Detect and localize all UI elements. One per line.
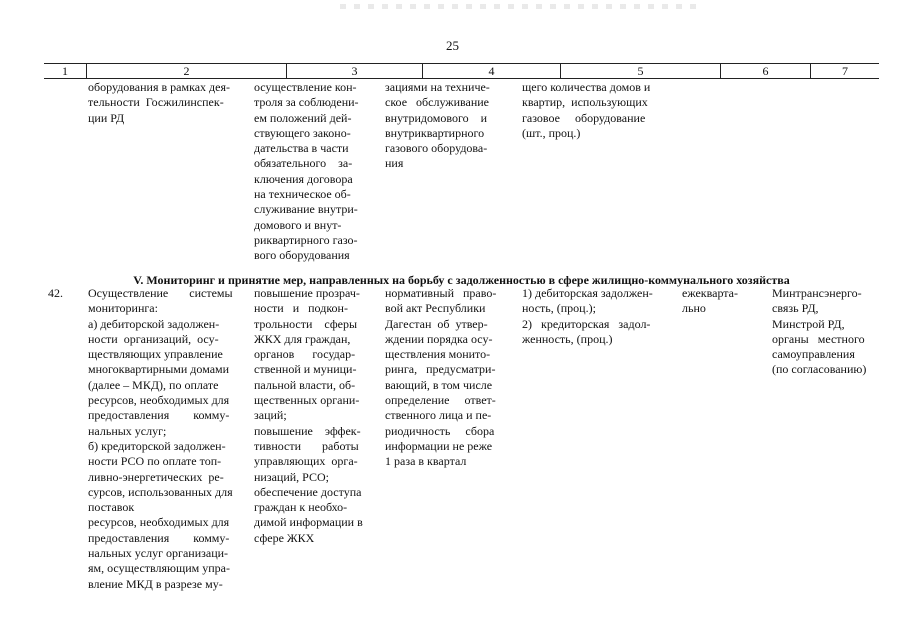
- scan-artifact: [340, 4, 700, 9]
- continued-row-col5: щего количества домов и квартир, использующих газовое оборудование (шт., проц.): [522, 80, 651, 140]
- row-42-col3: повышение прозрач- ности и подкон- трольности сферы ЖКХ для граждан, органов государ- ственной и муници- пальной власти, об- щественных органи- заций; повышение эффек- тивности работы управляющих орга- низаций, РСО; обеспечение доступа граждан к необхо- димой информации в сфере ЖКХ: [254, 286, 363, 545]
- row-42-col7: Минтрансэнерго- связь РД, Минстрой РД, органы местного самоуправления (по согласованию): [772, 286, 867, 377]
- header-col-1: 1: [62, 64, 68, 78]
- header-col-2: 2: [86, 64, 286, 78]
- section-title: V. Мониторинг и принятие мер, направленных на борьбу с задолженностью в сфере жилищно-коммунального хозяйства: [133, 273, 790, 287]
- row-42-col5: 1) дебиторская задолжен- ность, (проц.); 2) кредиторская задол- женность, (проц.): [522, 286, 653, 346]
- continued-row-col2: оборудования в рамках дея- тельности Госжилинспек- ции РД: [88, 80, 231, 125]
- header-col-5: 5: [560, 64, 720, 78]
- table-header-row: [44, 63, 879, 79]
- row-number: 42.: [48, 286, 63, 300]
- continued-row-col3: осуществление кон- троля за соблюдени- ем положений дей- ствующего законо- дательства в части обязательного за- ключения договора на техническое об- служивание внутри- домового и внут- риквартирного газо- вого оборудования: [254, 80, 359, 263]
- row-42-col4: нормативный право- вой акт Республики Дагестан об утвер- ждении порядка осу- ществления монито- ринга, предусматри- вающий, в том числе определение ответ- ственного лица и пе- риодичность сбора информации не реже 1 раза в квартал: [385, 286, 497, 469]
- continued-row-col4: зациями на техниче- ское обслуживание внутридомового и внутриквартирного газового оборудова- ния: [385, 80, 490, 171]
- header-col-7: 7: [810, 64, 879, 78]
- header-col-6: 6: [720, 64, 810, 78]
- header-col-4: 4: [422, 64, 560, 78]
- page-number: 25: [446, 38, 459, 53]
- row-42-col2: Осуществление системы мониторинга: а) дебиторской задолжен- ности организаций, осу- ществляющих управление многоквартирными домами (далее – МКД), по оплате ресурсов, необходимых для предоставления комму- нальных услуг; б) кредиторской задолжен- ности РСО по оплате топ- ливно-энергетических ре- сурсов, использованных для поставок ресурсов, необходимых для предоставления комму- нальных услуг организаци- ям, осуществляющим упра- вление МКД в разрезе му-: [88, 286, 233, 591]
- row-42-col6: ежекварта- льно: [682, 286, 739, 316]
- header-col-3: 3: [286, 64, 422, 78]
